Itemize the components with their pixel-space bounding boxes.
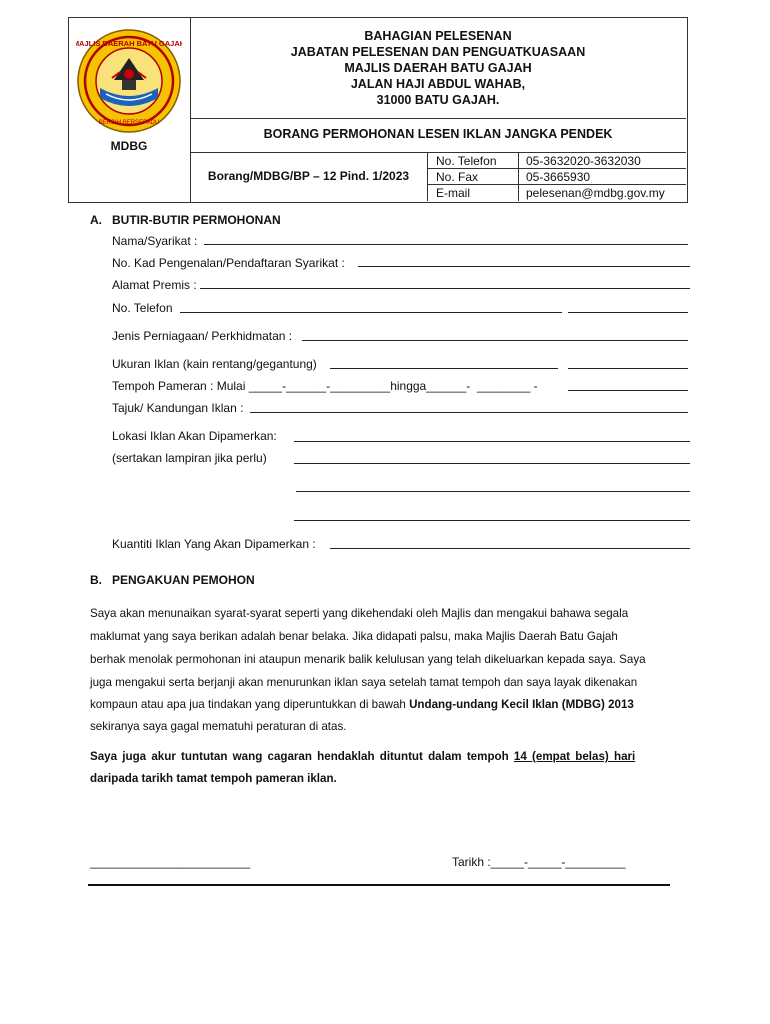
field-kad-pengenalan[interactable] [358, 266, 690, 267]
contact-value-fax: 05-3665930 [526, 170, 591, 184]
field-nama[interactable] [204, 244, 688, 245]
signature-line[interactable]: ________________________ [90, 855, 251, 869]
declaration-line [90, 698, 634, 711]
contact-label-telefon: No. Telefon [436, 154, 497, 168]
section-b-title: PENGAKUAN PEMOHON [112, 573, 255, 587]
field-lokasi-4[interactable] [294, 520, 690, 521]
declaration-line: Saya akan menunaikan syarat-syarat seperti yang dikehendaki oleh Majlis dan mengakui bahawa segala [90, 607, 629, 620]
deposit-period: 14 (empat belas) hari [513, 750, 636, 763]
section-a-letter: A. [90, 213, 102, 227]
form-reference: Borang/MDBG/BP – 12 Pind. 1/2023 [207, 169, 410, 183]
tarikh-field[interactable]: Tarikh :_____-_____-_________ [452, 855, 626, 869]
org-line: JALAN HAJI ABDUL WAHAB, [350, 77, 526, 91]
label-telefon: No. Telefon [112, 301, 173, 315]
field-telefon-2[interactable] [568, 312, 688, 313]
label-nama: Nama/Syarikat : [112, 234, 198, 248]
header-divider-horizontal [190, 118, 686, 119]
contact-value-email: pelesenan@mdbg.gov.my [526, 186, 665, 200]
svg-text:MAJLIS DAERAH BATU GAJAH: MAJLIS DAERAH BATU GAJAH [76, 39, 182, 48]
field-jenis-perniagaan[interactable] [302, 340, 688, 341]
field-ukuran-iklan[interactable] [330, 368, 558, 369]
deposit-line [90, 750, 684, 763]
label-tempoh-pameran: Tempoh Pameran : Mulai _____-______-_________hingga______- ________ - [112, 379, 538, 393]
deposit-line-2: daripada tarikh tamat tempoh pameran iklan. [90, 772, 337, 785]
contact-label-email: E-mail [436, 186, 471, 200]
contacts-row-line-2 [427, 184, 686, 185]
section-b-letter: B. [90, 573, 102, 587]
header-divider-horizontal-2 [190, 152, 686, 153]
label-lampiran: (sertakan lampiran jika perlu) [112, 451, 267, 465]
field-lokasi-1[interactable] [294, 441, 690, 442]
label-kad-pengenalan: No. Kad Pengenalan/Pendaftaran Syarikat : [112, 256, 345, 270]
contacts-divider-2 [518, 152, 519, 201]
field-alamat[interactable] [200, 288, 690, 289]
field-lokasi-2[interactable] [294, 463, 690, 464]
svg-text:BERSIH BERSEPADU: BERSIH BERSEPADU [98, 120, 160, 126]
form-title: BORANG PERMOHONAN LESEN IKLAN JANGKA PENDEK [263, 127, 613, 141]
bylaw-reference: Undang-undang Kecil Iklan (MDBG) 2013 [409, 698, 634, 711]
field-kuantiti-iklan[interactable] [330, 548, 690, 549]
field-telefon[interactable] [180, 312, 562, 313]
declaration-line: sekiranya saya gagal mematuhi peraturan di atas. [90, 720, 347, 733]
contacts-divider [427, 152, 428, 201]
contact-label-fax: No. Fax [436, 170, 479, 184]
field-tempoh-end[interactable] [568, 390, 688, 391]
label-tajuk-iklan: Tajuk/ Kandungan Iklan : [112, 401, 244, 415]
deposit-text: Saya juga akur tuntutan wang cagaran hendaklah dituntut dalam tempoh [90, 750, 514, 763]
header-abbrev: MDBG [110, 139, 148, 153]
field-ukuran-iklan-2[interactable] [568, 368, 688, 369]
contacts-row-line [427, 168, 686, 169]
org-line: 31000 BATU GAJAH. [376, 93, 500, 107]
org-line: BAHAGIAN PELESENAN [364, 29, 512, 43]
contact-value-telefon: 05-3632020-3632030 [526, 154, 641, 168]
mdbg-logo [76, 28, 182, 134]
declaration-line: maklumat yang saya berikan adalah benar belaka. Jika didapati palsu, maka Majlis Daerah Batu Gajah [90, 630, 618, 643]
declaration-text: kompaun atau apa jua tindakan yang diperuntukkan di bawah [90, 698, 410, 711]
org-line: JABATAN PELESENAN DAN PENGUATKUASAAN [290, 45, 586, 59]
label-alamat: Alamat Premis : [112, 278, 197, 292]
label-jenis-perniagaan: Jenis Perniagaan/ Perkhidmatan : [112, 329, 293, 343]
section-a-title: BUTIR-BUTIR PERMOHONAN [112, 213, 281, 227]
footer-rule [88, 884, 670, 886]
declaration-line: juga mengakui serta berjanji akan menurunkan iklan saya setelah tamat tempoh dan saya layak dikenakan [90, 676, 638, 689]
label-ukuran-iklan: Ukuran Iklan (kain rentang/gegantung) [112, 357, 317, 371]
label-lokasi-iklan: Lokasi Iklan Akan Dipamerkan: [112, 429, 277, 443]
org-line: MAJLIS DAERAH BATU GAJAH [344, 61, 532, 75]
label-kuantiti-iklan: Kuantiti Iklan Yang Akan Dipamerkan : [112, 537, 316, 551]
field-lokasi-3[interactable] [296, 491, 690, 492]
field-tajuk-iklan[interactable] [250, 412, 688, 413]
declaration-line: berhak menolak permohonan ini ataupun menarik balik kelulusan yang telah dikeluarkan kepada saya. Saya [90, 653, 646, 666]
